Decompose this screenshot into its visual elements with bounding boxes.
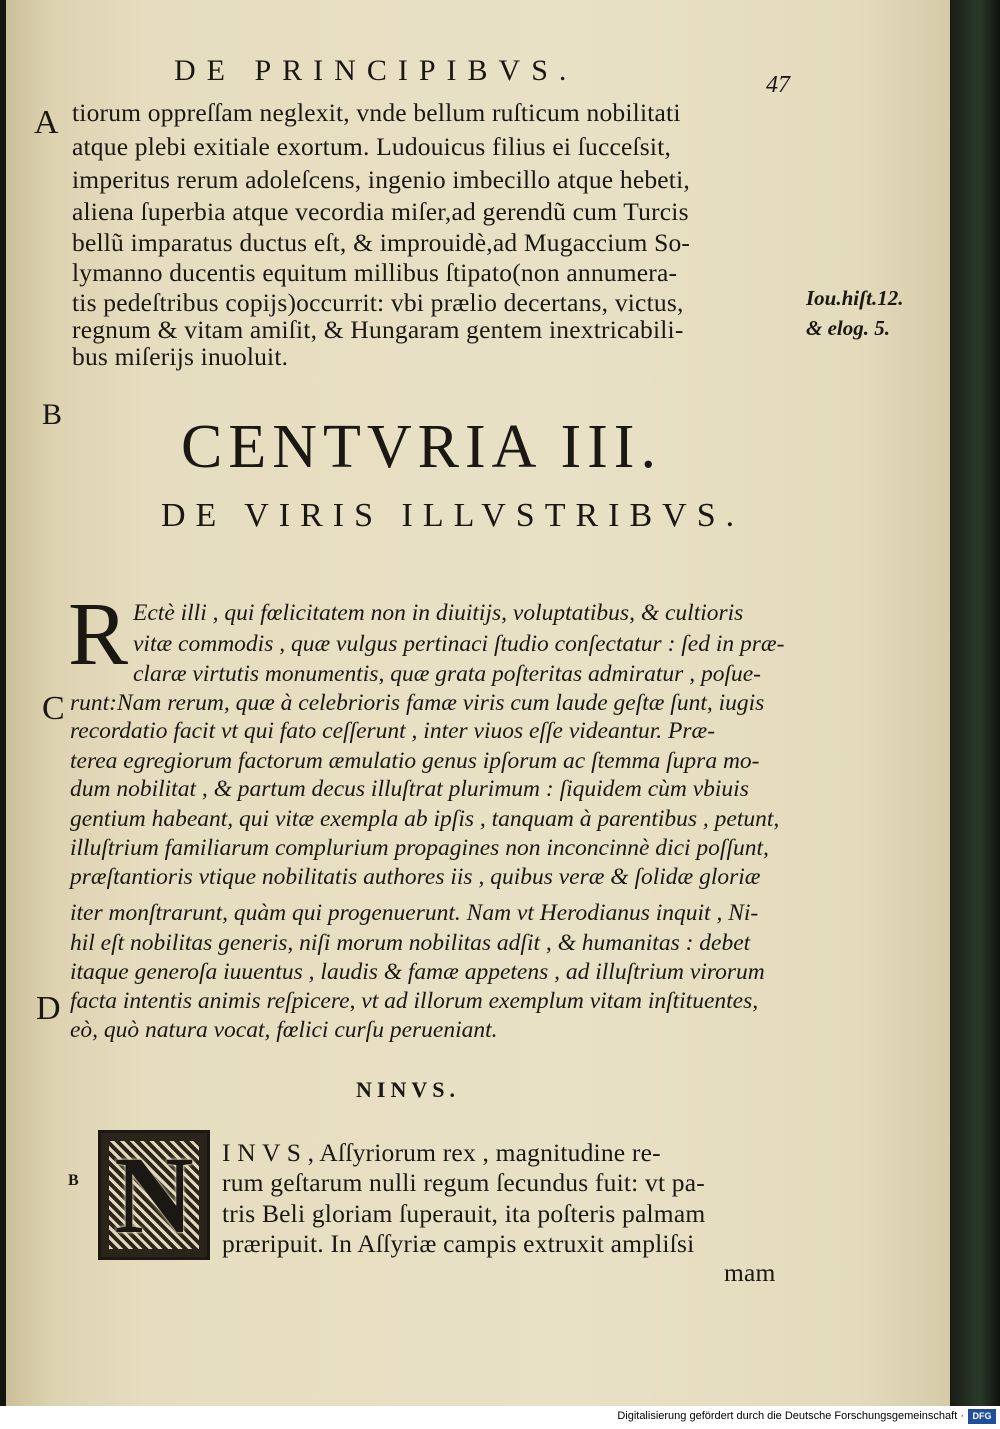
text-line: vitæ commodis , quæ vulgus pertinaci ſtudio conſectatur : ſed in præ- <box>133 631 785 657</box>
text-line: tiorum oppreſſam neglexit, vnde bellum ruſticum nobilitati <box>72 98 681 127</box>
text-line: eò, quò natura vocat, fœlici curſu perueniant. <box>70 1017 498 1043</box>
margin-marker-a: A <box>34 104 59 141</box>
page-edge <box>950 0 1000 1406</box>
text-line: præripuit. In Aſſyriæ campis extruxit ampliſsi <box>222 1229 695 1258</box>
text-line: regnum & vitam amiſit, & Hungaram gentem inextricabili- <box>72 315 684 344</box>
text-line: Ectè illi , qui fœlicitatem non in diuitijs, voluptatibus, & cultioris <box>133 600 744 626</box>
side-note-line: & elog. 5. <box>806 316 890 340</box>
dfg-logo: DFG <box>968 1409 996 1424</box>
drop-cap: R <box>68 585 129 684</box>
text-line: terea egregiorum factorum æmulatio genus ipſorum ac ſtemma ſupra mo- <box>70 748 760 774</box>
side-note-line: Iou.hiſt.12. <box>806 286 904 310</box>
text-line: illuſtrium familiarum complurium propagines non inconcinnè dici poſſunt, <box>70 835 769 861</box>
text-line: atque plebi exitiale exortum. Ludouicus filius ei ſucceſsit, <box>72 132 672 161</box>
text-line: gentium habeant, qui vitæ exempla ab ipſis , tanquam à parentibus , petunt, <box>70 806 780 832</box>
text-line: facta intentis animis reſpicere, vt ad illorum exemplum vitam inſtituentes, <box>70 988 759 1014</box>
woodcut-initial-image <box>98 1130 210 1260</box>
text-line: aliena ſuperbia atque vecordia miſer,ad gerendũ cum Turcis <box>72 197 689 226</box>
margin-marker-b: B <box>42 398 63 431</box>
text-line: dum nobilitat , & partum decus illuſtrat plurimum : ſiquidem cùm vbiuis <box>70 776 749 802</box>
text-line: I N V S , Aſſyriorum rex , magnitudine re- <box>222 1138 661 1167</box>
chapter-heading: CENTVRIA III. <box>181 413 662 481</box>
text-line: itaque generoſa iuuentus , laudis & famæ appetens , ad illuſtrium virorum <box>70 959 765 985</box>
text-line: rum geſtarum nulli regum ſecundus fuit: vt pa- <box>222 1168 705 1197</box>
text-line: tris Beli gloriam ſuperauit, ita poſteris palmam <box>222 1199 706 1228</box>
text-line: bellũ imparatus ductus eſt, & improuidè,ad Mugaccium So- <box>72 228 691 257</box>
text-line: hil eſt nobilitas generis, niſi morum nobilitas adſit , & humanitas : debet <box>70 930 751 956</box>
woodcut-letter: N <box>114 1134 194 1256</box>
margin-marker-c: C <box>42 690 65 727</box>
text-line: lymanno ducentis equitum millibus ſtipato(non annumera- <box>72 258 678 287</box>
text-line: tis pedeſtribus copijs)occurrit: vbi prælio decertans, victus, <box>72 288 684 317</box>
footer-bar <box>0 1406 1000 1429</box>
section-heading: NINVS. <box>356 1077 460 1102</box>
funding-credit: Digitalisierung gefördert durch die Deutsche Forschungsgemeinschaft · <box>617 1410 964 1422</box>
text-line: recordatio facit vt qui fato ceſſerunt , inter viuos eſſe videantur. Præ- <box>70 718 716 744</box>
catchword: mam <box>724 1258 776 1287</box>
text-line: claræ virtutis monumentis, quæ grata poſteritas admiratur , poſue- <box>133 661 761 687</box>
margin-marker-small-b: B <box>68 1172 79 1189</box>
chapter-subheading: DE VIRIS ILLVSTRIBVS. <box>161 497 745 534</box>
text-line: præſtantioris vtique nobilitatis authores iis , quibus veræ & ſolidæ gloriæ <box>70 864 761 890</box>
book-page <box>6 0 950 1406</box>
text-line: runt:Nam rerum, quæ à celebrioris famæ viris cum laude geſtæ ſunt, iugis <box>70 690 765 716</box>
page-number: 47 <box>766 72 790 98</box>
text-line: iter monſtrarunt, quàm qui progenuerunt. Nam vt Herodianus inquit , Ni- <box>70 900 759 926</box>
running-head: DE PRINCIPIBVS. <box>174 54 578 87</box>
text-line: imperitus rerum adoleſcens, ingenio imbecillo atque hebeti, <box>72 165 690 194</box>
margin-marker-d: D <box>36 990 61 1027</box>
text-line: bus miſerijs inuoluit. <box>72 342 289 371</box>
